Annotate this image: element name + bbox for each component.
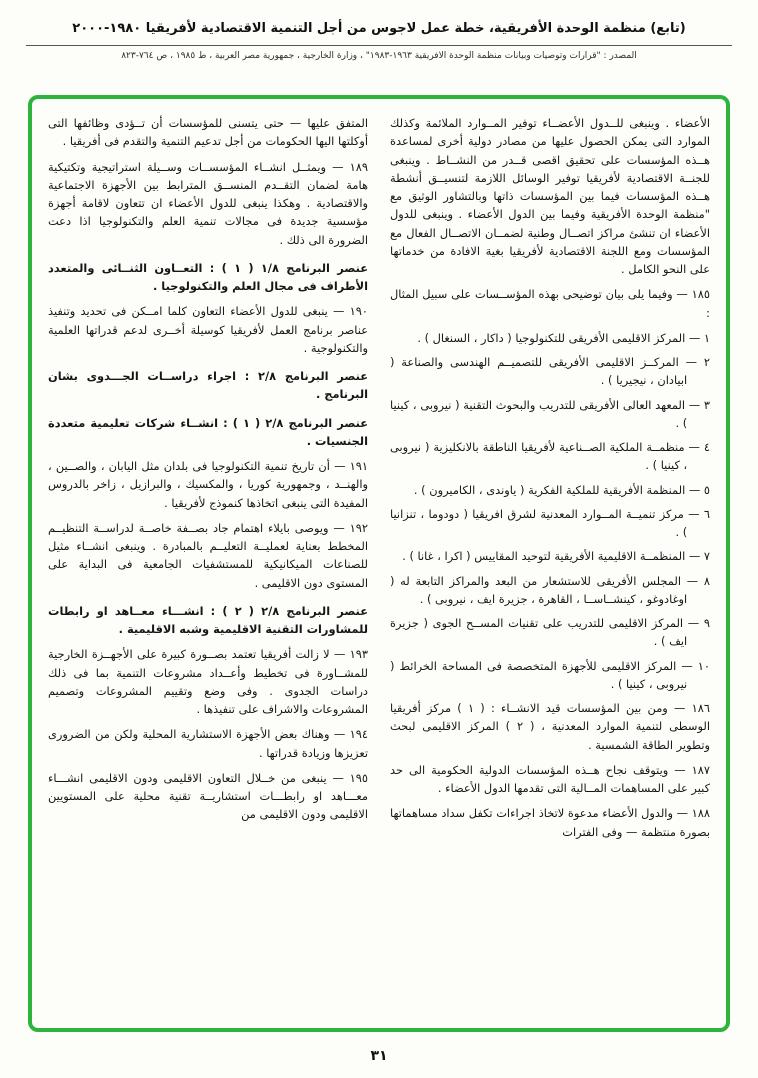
header-divider — [26, 45, 732, 46]
list-item: ١ — المركز الاقليمى الأفريقى للتكنولوجيا ( داكار ، السنغال ) . — [417, 330, 710, 345]
section-heading: عنصر البرنامج ٢/٨ : اجراء دراســات الجـــدوى بشان البرنامج . — [48, 369, 368, 402]
list-item: ٦ — مركز تنميــة المــوارد المعدنية لشرق افريقيا ( دودوما ، تنزانيا ) . — [390, 506, 710, 539]
document-header — [0, 0, 758, 61]
list-item: ١٠ — المركز الاقليمى للأجهزة المتخصصة فى المساحة الخرائط ( نيروبى ، كينيا ) . — [390, 658, 710, 691]
paragraph: المتفق عليها — حتى يتسنى للمؤسسات أن تــؤدى وظائفها التى أوكلتها اليها الحكومات من أجل تدعيم التنمية والتقدم فى أفريقيا . — [48, 116, 368, 149]
section-heading: عنصر البرنامج ٢/٨ ( ١ ) : انشــاء شركات تعليمية متعددة الجنسيات . — [48, 415, 368, 448]
page-title: (تابع) منظمة الوحدة الأفريقية، خطة عمل لاجوس من أجل التنمية الاقتصادية لأفريقيا ١٩٨٠-٢٠٠٠ — [72, 21, 686, 36]
paragraph: ١٨٥ — وفيما يلى بيان توضيحى بهذه المؤســسات على سبيل المثال : — [390, 287, 710, 320]
paragraph: ١٩١ — أن تاريخ تنمية التكنولوجيا فى بلدان مثل اليابان ، والصــين ، والهنــد ، وجمهورية كوريا ، والمكسيك ، والبرازيل ، زاخر بالدروس المفيدة التى ينبغى اتخاذها كنموذج لأفريقيا . — [48, 459, 368, 510]
paragraph: ١٨٧ — ويتوقف نجاح هــذه المؤسسات الدولية الحكومية الى حد كبير على المساهمات المــالية التى تقدمها الدول الأعضاء . — [390, 762, 710, 795]
left-column — [48, 114, 368, 1013]
paragraph: ١٩٥ — ينبغى من خــلال التعاون الاقليمى ودون الاقليمى انشـــاء معـــاهد او رابطـــات استشاريــة تقنية محلية على المستويين الاقليمى ودون الاقليمى من — [48, 770, 368, 822]
paragraph: ١٩٤ — وهناك بعض الأجهزة الاستشارية المحلية ولكن من الضرورى تعزيزها وزيادة قدراتها . — [48, 727, 368, 760]
paragraph: ١٩٠ — ينبغى للدول الأعضاء التعاون كلما امــكن فى تحديد وتنفيذ عناصر برنامج العمل لأفريقيا كوسيلة أخــرى لدعم قدراتها العلمية والتكنولوجية . — [48, 304, 368, 355]
list-item: ٧ — المنظمــة الاقليمية الأفريقية لتوحيد المقاييس ( اكرا ، غانا ) . — [402, 549, 710, 564]
paragraph: ١٩٢ — ويوصى بايلاء اهتمام جاد بصــفة خاصــة لدراســة التنظيــم المخطط بعناية لعمليــة التعليــم بالمبادرة . وينبغى انشــاء مثيل للصناعات الميكانيكية للمستشفيات الجامعية فى البداية على المستوى دون الاقليمى . — [48, 520, 368, 590]
list-item: ٤ — منظمــة الملكية الصــناعية لأفريقيا الناطقة بالانكليزية ( نيروبى ، كينيا ) . — [390, 440, 710, 473]
page-number: ٣١ — [370, 1048, 388, 1064]
right-column — [390, 114, 710, 1013]
paragraph: ١٩٣ — لا زالت أفريقيا تعتمد بصــورة كبيرة على الأجهــزة الخارجية للمشــاورة فى تخطيط وأعــداد مشروعات التنمية بما فى ذلك دراسات الجدوى . وفى وضع وتقييم المشروعات وتصميم المشروعات والاشراف على تنفيذها . — [48, 647, 368, 716]
list-item: ٨ — المجلس الأفريقى للاستشعار من البعد والمراكز التابعة له ( اوغادوغو ، كينشــاســا ، القاهرة ، جزيرة ايف ، نيروبى ) . — [390, 573, 710, 606]
paragraph: ١٨٦ — ومن بين المؤسسات قيد الانشــاء : ( ١ ) مركز أفريقيا الوسطى لتنمية الموارد المعدنية ، ( ٢ ) المركز الاقليمى لبحث وتطوير الطاقة الشمسية . — [390, 701, 710, 752]
paragraph: الأعضاء . وينبغى للــدول الأعضــاء توفير المــوارد الملائمة وكذلك الموارد التى يمكن الحصول عليها من مصادر دولية أخرى لمساعدة هــذه المؤسسات على تحقيق اقصى قــدر من النشــاط . وينبغى للجنــة الاقتصادية لأفريقيا توفير الوسائل اللازمة لتنسيــق أنشطة هــذه المؤسسات فيما بين المؤسسات ذاتها وبالتشاور الوثيق مع "منظمة الوحدة الأفريقية وفيما بين الدول الأعضاء . وينبغى للدول الأعضاء ان تنشئ مراكز اتصــال وطنية لضمــان الاتصــال الفعال مع المؤسسات ومع اللجنة الاقتصادية لأفريقيا بغية الافادة من خدماتها على النحو الكامل . — [390, 116, 710, 276]
section-heading: عنصر البرنامج ٢/٨ ( ٢ ) : انشـــاء معــاهد او رابطات للمشاورات التقنية الاقليمية وشبه الاقليمية . — [48, 603, 368, 636]
list-item: ٢ — المركــز الاقليمى الأفريقى للتصميــم الهندسى والصناعة ( ابيادان ، نيجيريا ) . — [390, 355, 710, 388]
list-item: ٥ — المنظمة الأفريقية للملكية الفكرية ( ياوندى ، الكاميرون ) . — [413, 482, 710, 497]
paragraph: ١٨٩ — ويمثــل انشــاء المؤسســات وســيلة استراتيجية وتكتيكية هامة لضمان التقــدم المنســق المترابط بين الأجهزة الاجتماعية والاقتصادية . وهكذا ينبغى للدول الأعضاء ان تتعاون لاقامة أجهزة مؤسسية جديدة فى مجالات تنمية العلم والتكنولوجيا اذا دعت الضرورة الى ذلك . — [48, 159, 368, 247]
two-column-layout — [48, 114, 710, 1013]
content-box — [28, 95, 730, 1032]
paragraph: ١٨٨ — والدول الأعضاء مدعوة لاتخاذ اجراءات تكفل سداد مساهماتها بصورة منتظمة — وفى الفترات — [390, 806, 710, 839]
section-heading: عنصر البرنامج ١/٨ ( ١ ) : التعــاون الثنــائى والمتعدد الأطراف فى مجال العلم والتكنولوجيا . — [48, 260, 368, 293]
source-line: المصدر : "قرارات وتوصيات وبيانات منظمة الوحدة الأفريقية ١٩٦٣-١٩٨٣" ، وزارة الخارجية ، جمهورية مصر العربية ، ط ١٩٨٥ ، ص ٧٦٤-٨٢٣ — [121, 50, 637, 61]
list-item: ٣ — المعهد العالى الأفريقى للتدريب والبحوث التقنية ( نيروبى ، كينيا ) . — [390, 397, 710, 430]
list-item: ٩ — المركز الاقليمى للتدريب على تقنيات المســح الجوى ( جزيرة ايف ) . — [390, 616, 710, 649]
